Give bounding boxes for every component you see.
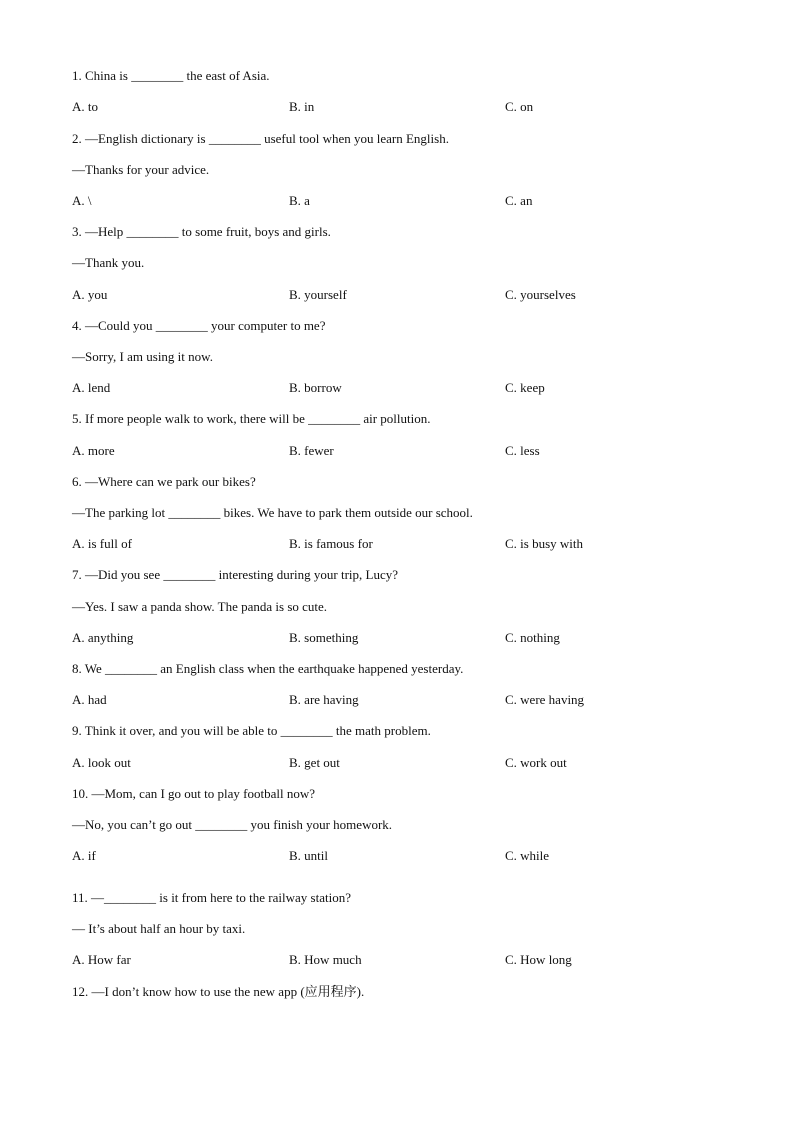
question-2-line-2: —Thanks for your advice.	[72, 162, 210, 177]
question-11-line-1: 11. —________ is it from here to the railway station?	[72, 890, 351, 905]
question-3-option-b: B. yourself	[289, 287, 347, 302]
question-7-option-c: C. nothing	[505, 630, 560, 645]
question-4-line-2: —Sorry, I am using it now.	[72, 349, 213, 364]
question-2-option-a: A. \	[72, 193, 92, 208]
question-9-option-a: A. look out	[72, 755, 131, 770]
question-10-option-a: A. if	[72, 848, 96, 863]
question-11-line-2: — It’s about half an hour by taxi.	[72, 921, 246, 936]
question-4-option-a: A. lend	[72, 380, 111, 395]
question-4-line-1: 4. —Could you ________ your computer to me?	[72, 318, 326, 333]
question-6-option-a: A. is full of	[72, 536, 132, 551]
question-8-option-b: B. are having	[289, 692, 359, 707]
question-1-line-1: 1. China is ________ the east of Asia.	[72, 68, 270, 83]
question-1-option-a: A. to	[72, 99, 98, 114]
question-8-option-c: C. were having	[505, 692, 585, 707]
question-8-line-1: 8. We ________ an English class when the earthquake happened yesterday.	[72, 661, 464, 676]
question-6-option-b: B. is famous for	[289, 536, 373, 551]
question-2-option-c: C. an	[505, 193, 533, 208]
question-10-option-c: C. while	[505, 848, 550, 863]
question-10-line-1: 10. —Mom, can I go out to play football now?	[72, 786, 315, 801]
question-7-line-1: 7. —Did you see ________ interesting during your trip, Lucy?	[72, 567, 399, 582]
question-10-line-2: —No, you can’t go out ________ you finish your homework.	[72, 817, 393, 832]
question-8-option-a: A. had	[72, 692, 107, 707]
question-7-option-b: B. something	[289, 630, 359, 645]
question-11-option-b: B. How much	[289, 952, 362, 967]
question-5-option-c: C. less	[505, 443, 540, 458]
question-5-option-b: B. fewer	[289, 443, 334, 458]
question-3-line-1: 3. —Help ________ to some fruit, boys and girls.	[72, 224, 331, 239]
question-6-line-2: —The parking lot ________ bikes. We have to park them outside our school.	[72, 505, 473, 520]
question-4-option-c: C. keep	[505, 380, 545, 395]
question-9-option-c: C. work out	[505, 755, 567, 770]
question-11-option-a: A. How far	[72, 952, 131, 967]
question-6-line-1: 6. —Where can we park our bikes?	[72, 474, 256, 489]
question-6-option-c: C. is busy with	[505, 536, 584, 551]
question-7-option-a: A. anything	[72, 630, 134, 645]
question-5-option-a: A. more	[72, 443, 115, 458]
question-11-option-c: C. How long	[505, 952, 572, 967]
question-12-line-1: 12. —I don’t know how to use the new app (应用程序).	[72, 984, 365, 999]
question-7-line-2: —Yes. I saw a panda show. The panda is so cute.	[72, 599, 328, 614]
question-2-option-b: B. a	[289, 193, 310, 208]
question-5-line-1: 5. If more people walk to work, there will be ________ air pollution.	[72, 411, 431, 426]
question-9-option-b: B. get out	[289, 755, 340, 770]
question-1-option-b: B. in	[289, 99, 315, 114]
question-4-option-b: B. borrow	[289, 380, 342, 395]
question-3-option-c: C. yourselves	[505, 287, 576, 302]
question-3-option-a: A. you	[72, 287, 108, 302]
question-1-option-c: C. on	[505, 99, 534, 114]
question-9-line-1: 9. Think it over, and you will be able to ________ the math problem.	[72, 723, 431, 738]
question-2-line-1: 2. —English dictionary is ________ useful tool when you learn English.	[72, 131, 449, 146]
question-3-line-2: —Thank you.	[72, 255, 145, 270]
question-10-option-b: B. until	[289, 848, 329, 863]
